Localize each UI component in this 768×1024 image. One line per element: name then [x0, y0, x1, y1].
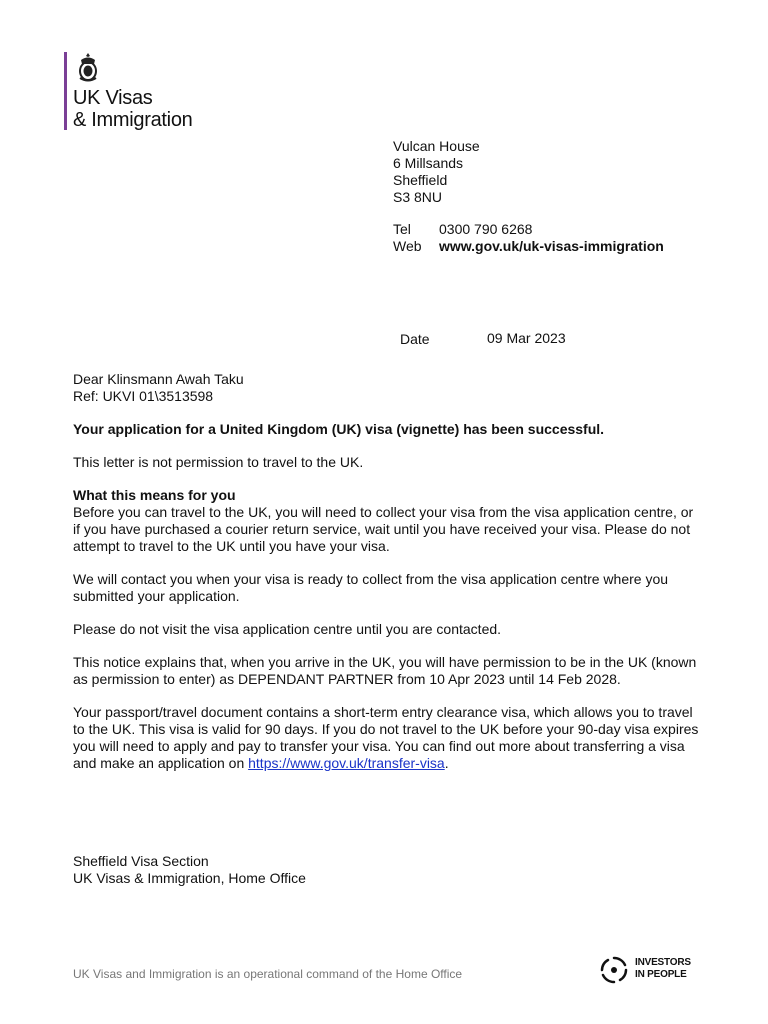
salutation: Dear Klinsmann Awah Taku: [73, 371, 244, 387]
investors-in-people-icon: [598, 955, 630, 985]
letter-body: [73, 371, 703, 772]
tel-row: [393, 221, 664, 238]
royal-crest-icon: [76, 52, 100, 84]
transfer-visa-link[interactable]: https://www.gov.uk/transfer-visa: [248, 755, 445, 771]
web-label: Web: [393, 238, 422, 254]
address-line: S3 8NU: [393, 189, 443, 205]
sender-address: [393, 138, 480, 206]
section-heading: What this means for you: [73, 487, 236, 503]
web-value: www.gov.uk/uk-visas-immigration: [439, 238, 664, 254]
paragraph-5-text: Your passport/travel document contains a short-term entry clearance visa, which allows you to travel to the UK. This visa is valid for 90 days. If you do not travel to the UK before your 90-day visa expires you will need to apply and pay to transfer your visa. You can find out more about transferring a visa and make an application on: [73, 704, 699, 771]
logo-line-2: & Immigration: [73, 109, 193, 131]
paragraph-3: Please do not visit the visa application centre until you are contacted.: [73, 621, 502, 637]
reference: Ref: UKVI 01\3513598: [73, 388, 214, 404]
logo-line-1: UK Visas: [73, 87, 153, 109]
investors-in-people-text: [635, 957, 691, 981]
signature-line-1: Sheffield Visa Section: [73, 853, 209, 869]
address-line: Sheffield: [393, 172, 448, 188]
iip-line-1: INVESTORS: [635, 957, 691, 968]
footer-text: UK Visas and Immigration is an operational command of the Home Office: [73, 967, 463, 981]
paragraph-5: [73, 704, 703, 772]
signature-block: [73, 853, 306, 887]
iip-line-2: IN PEOPLE: [635, 969, 687, 980]
notice: This letter is not permission to travel to the UK.: [73, 454, 364, 470]
headline: Your application for a United Kingdom (UK) visa (vignette) has been successful.: [73, 421, 605, 437]
paragraph-5-end: .: [444, 755, 449, 771]
logo-wordmark: [73, 87, 192, 131]
logo-accent-bar: [64, 52, 67, 130]
signature-line-2: UK Visas & Immigration, Home Office: [73, 870, 306, 886]
paragraph-2: We will contact you when your visa is ready to collect from the visa application centre where you submitted your application.: [73, 571, 669, 604]
contact-details: [393, 221, 664, 255]
date-label: Date: [400, 331, 430, 347]
address-line: Vulcan House: [393, 138, 480, 154]
web-row: [393, 238, 664, 255]
tel-value: 0300 790 6268: [439, 221, 533, 237]
paragraph-4: This notice explains that, when you arrive in the UK, you will have permission to be in the UK (known as permission to enter) as DEPENDANT PARTNER from 10 Apr 2023 until 14 Feb 2028.: [73, 654, 697, 687]
paragraph-1: Before you can travel to the UK, you will need to collect your visa from the visa application centre, or if you have purchased a courier return service, wait until you have received your visa. Please do not attempt to travel to the UK until you have your visa.: [73, 504, 694, 554]
date-value: 09 Mar 2023: [487, 330, 566, 346]
tel-label: Tel: [393, 221, 411, 237]
investors-in-people-badge: [598, 955, 698, 985]
address-line: 6 Millsands: [393, 155, 464, 171]
